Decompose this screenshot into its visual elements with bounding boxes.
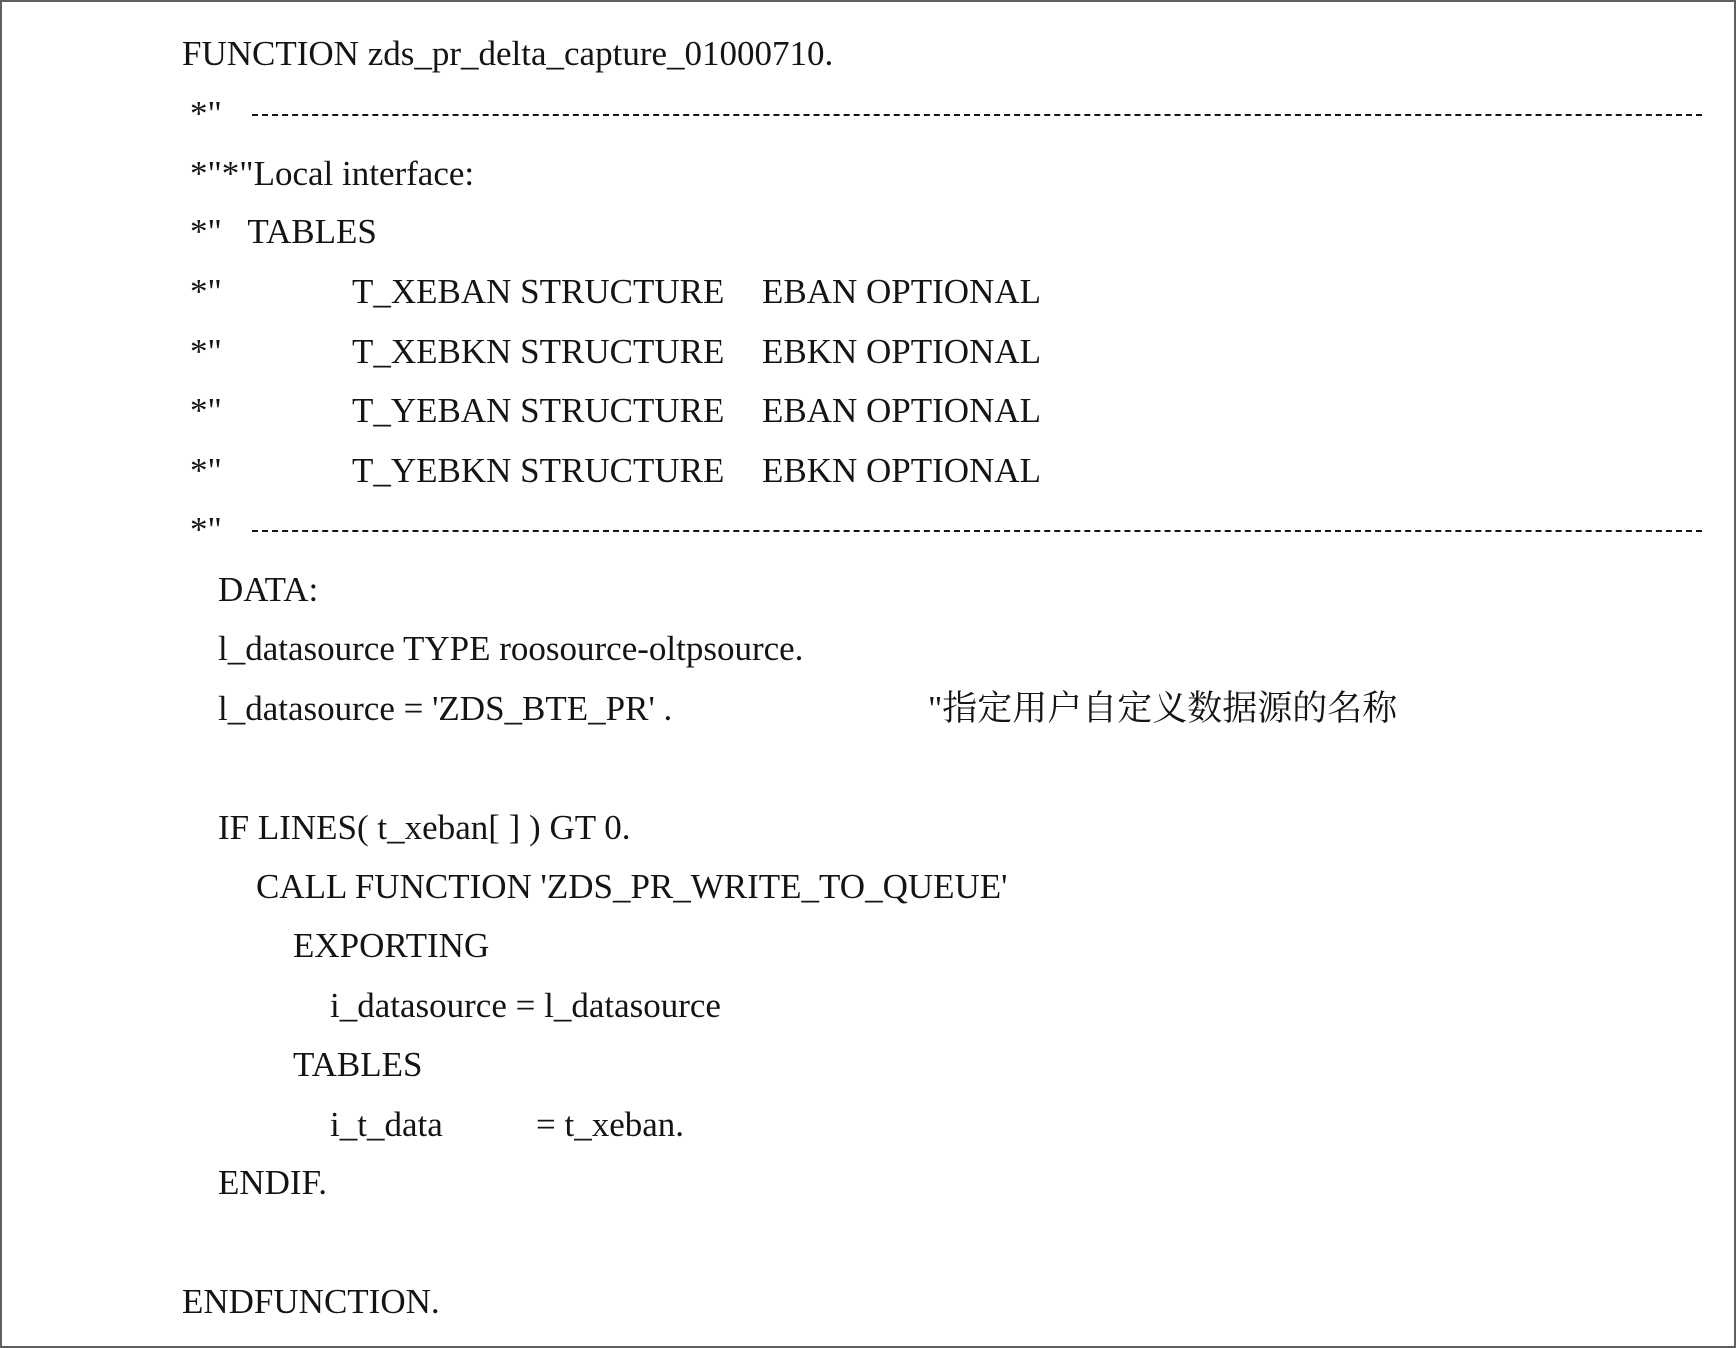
- comment-separator-bottom: [252, 530, 1702, 532]
- tables-parameter-name: i_t_data: [330, 1105, 443, 1144]
- endif-line: ENDIF.: [218, 1163, 327, 1202]
- call-function-line: CALL FUNCTION 'ZDS_PR_WRITE_TO_QUEUE': [256, 867, 1008, 906]
- if-statement-line: IF LINES( t_xeban[ ] ) GT 0.: [218, 808, 631, 847]
- tables-keyword-line: TABLES: [293, 1045, 423, 1084]
- interface-comment-line: *"*"Local interface:: [190, 154, 475, 193]
- datasource-declaration-line: l_datasource TYPE roosource-oltpsource.: [218, 629, 804, 668]
- comment-prefix: *": [190, 94, 222, 133]
- datasource-assignment-comment: "指定用户自定义数据源的名称: [928, 689, 1398, 728]
- comment-separator-top: [252, 114, 1702, 116]
- endfunction-line: ENDFUNCTION.: [182, 1282, 440, 1321]
- comment-prefix-bottom: *": [190, 510, 222, 549]
- tables-parameter-value: = t_xeban.: [536, 1105, 685, 1144]
- export-parameter-line: i_datasource = l_datasource: [330, 986, 721, 1025]
- param-name-2: T_XEBKN STRUCTURE: [352, 332, 725, 371]
- param-type-3: EBAN OPTIONAL: [762, 391, 1042, 430]
- param-name-4: T_YEBKN STRUCTURE: [352, 451, 725, 490]
- tables-comment-line: *" TABLES: [190, 212, 377, 251]
- param-comment-prefix-2: *": [190, 332, 222, 371]
- param-comment-prefix-4: *": [190, 451, 222, 490]
- exporting-keyword-line: EXPORTING: [293, 926, 490, 965]
- param-type-4: EBKN OPTIONAL: [762, 451, 1042, 490]
- param-name-1: T_XEBAN STRUCTURE: [352, 272, 725, 311]
- function-line: FUNCTION zds_pr_delta_capture_01000710.: [182, 34, 834, 73]
- param-comment-prefix-3: *": [190, 391, 222, 430]
- param-type-1: EBAN OPTIONAL: [762, 272, 1042, 311]
- param-type-2: EBKN OPTIONAL: [762, 332, 1042, 371]
- datasource-assignment-line: l_datasource = 'ZDS_BTE_PR' .: [218, 689, 673, 728]
- param-name-3: T_YEBAN STRUCTURE: [352, 391, 725, 430]
- data-keyword-line: DATA:: [218, 570, 319, 609]
- param-comment-prefix-1: *": [190, 272, 222, 311]
